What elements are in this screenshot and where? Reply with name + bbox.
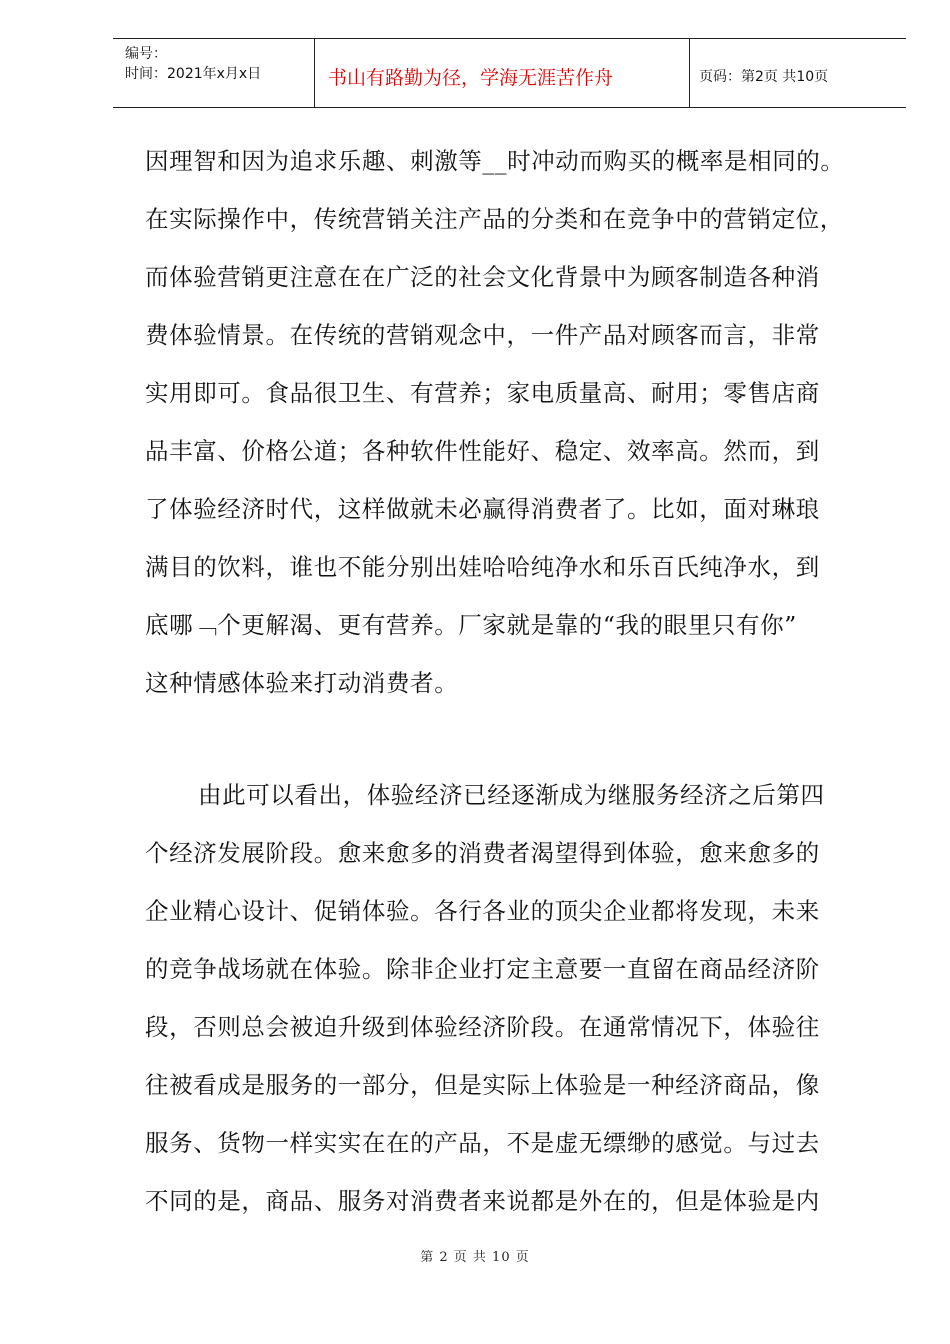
text-line: 因理智和因为追求乐趣、刺激等__时冲动而购买的概率是相同的。 bbox=[145, 147, 845, 175]
header-slogan: 书山有路勤为径，学海无涯苦作舟 bbox=[328, 67, 614, 89]
text-line: 费体验情景。在传统的营销观念中，一件产品对顾客而言，非常 bbox=[145, 321, 820, 349]
text-line: 满目的饮料，谁也不能分别出娃哈哈纯净水和乐百氏纯净水，到 bbox=[145, 553, 820, 581]
header-divider-right bbox=[689, 38, 690, 108]
text-line: 底哪﹁个更解渴、更有营养。厂家就是靠的“我的眼里只有你” bbox=[145, 611, 797, 639]
header-top-rule bbox=[113, 38, 906, 39]
header-page-info: 页码：第2页 共10页 bbox=[699, 69, 829, 85]
paragraph-1 bbox=[145, 132, 865, 712]
document-number-label: 编号： bbox=[125, 46, 167, 62]
text-line: 个经济发展阶段。愈来愈多的消费者渴望得到体验，愈来愈多的 bbox=[145, 839, 820, 867]
text-line: 的竞争战场就在体验。除非企业打定主意要一直留在商品经济阶 bbox=[145, 955, 820, 983]
text-line: 服务、货物一样实实在在的产品，不是虚无缥缈的感觉。与过去 bbox=[145, 1129, 820, 1157]
text-line: 这种情感体验来打动消费者。 bbox=[145, 669, 459, 697]
text-line: 由此可以看出，体验经济已经逐渐成为继服务经济之后第四 bbox=[198, 781, 825, 809]
page-header bbox=[113, 38, 906, 108]
header-divider-left bbox=[314, 38, 315, 108]
text-line: 而体验营销更注意在在广泛的社会文化背景中为顾客制造各种消 bbox=[145, 263, 820, 291]
paragraph-2 bbox=[145, 766, 865, 1230]
header-bottom-rule bbox=[113, 107, 906, 108]
text-line: 在实际操作中，传统营销关注产品的分类和在竞争中的营销定位， bbox=[145, 205, 844, 233]
text-line: 往被看成是服务的一部分，但是实际上体验是一种经济商品，像 bbox=[145, 1071, 820, 1099]
text-line: 品丰富、价格公道；各种软件性能好、稳定、效率高。然而，到 bbox=[145, 437, 820, 465]
text-line: 了体验经济时代，这样做就未必赢得消费者了。比如，面对琳琅 bbox=[145, 495, 820, 523]
text-line: 实用即可。食品很卫生、有营养；家电质量高、耐用；零售店商 bbox=[145, 379, 820, 407]
text-line: 段，否则总会被迫升级到体验经济阶段。在通常情况下，体验往 bbox=[145, 1013, 820, 1041]
text-line: 企业精心设计、促销体验。各行各业的顶尖企业都将发现，未来 bbox=[145, 897, 820, 925]
document-time-label: 时间：2021年x月x日 bbox=[125, 66, 262, 82]
page-footer: 第 2 页 共 10 页 bbox=[420, 1250, 530, 1265]
text-line: 不同的是，商品、服务对消费者来说都是外在的，但是体验是内 bbox=[145, 1187, 820, 1215]
